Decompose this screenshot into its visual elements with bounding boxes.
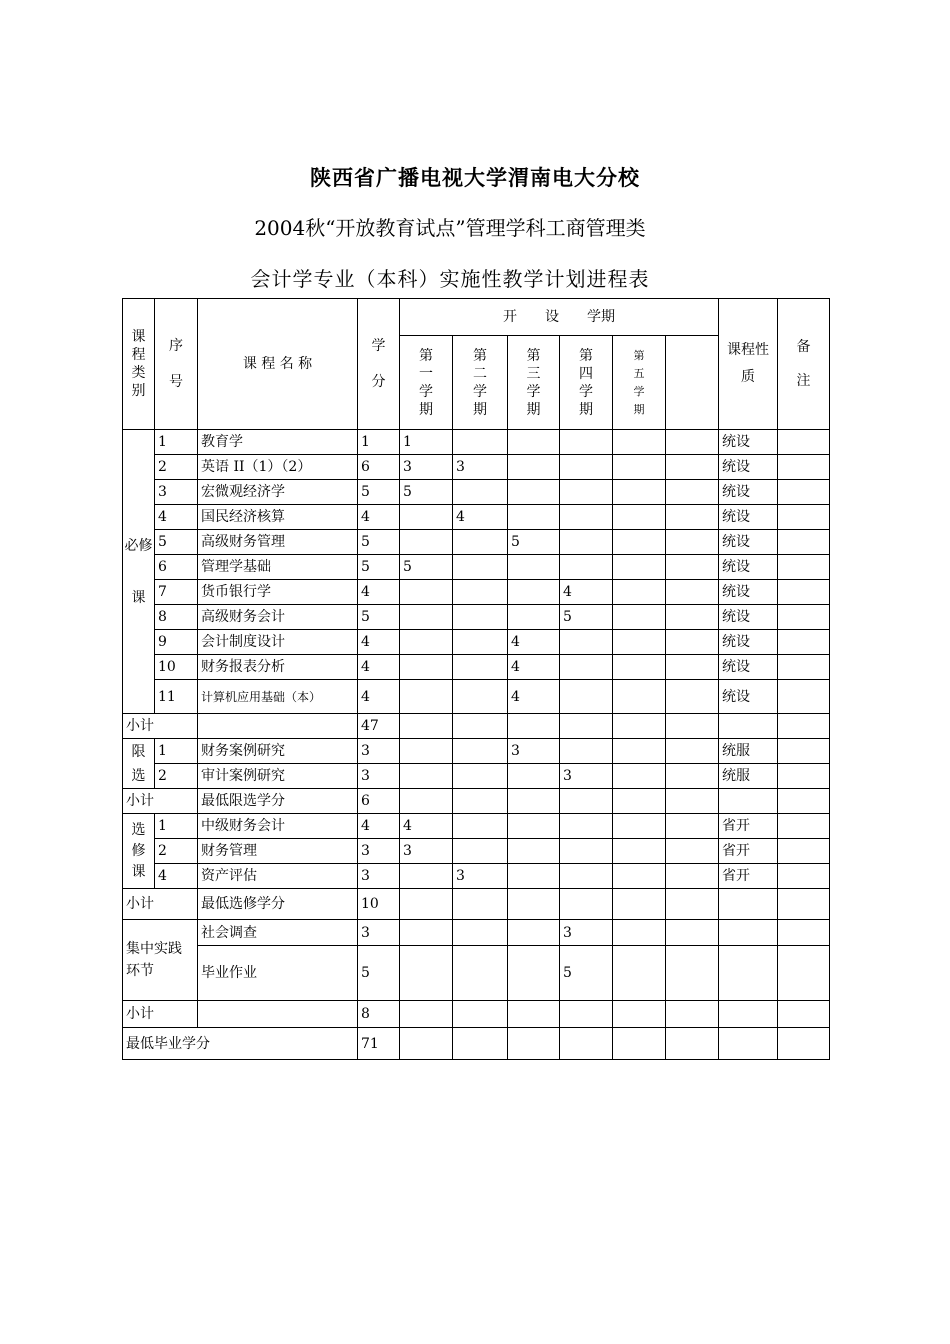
course-name-cell: 国民经济核算 xyxy=(198,505,358,530)
credit-cell: 3 xyxy=(358,739,400,764)
remark-cell xyxy=(778,455,830,480)
school-title: 陕西省广播电视大学渭南电大分校 xyxy=(310,165,640,190)
table-row xyxy=(123,505,830,530)
sem1-cell: 1 xyxy=(400,430,453,455)
sem-blank-cell xyxy=(666,580,719,605)
table-row xyxy=(123,814,830,839)
nature-cell: 省开 xyxy=(719,839,778,864)
table-row xyxy=(123,680,830,714)
sem3-cell xyxy=(508,480,560,505)
sem1-cell: 4 xyxy=(400,814,453,839)
remark-cell xyxy=(778,505,830,530)
sem4-cell: 4 xyxy=(560,580,613,605)
sem-blank-cell xyxy=(666,680,719,714)
nature-cell: 统设 xyxy=(719,655,778,680)
sem3-cell xyxy=(508,764,560,789)
sem3-cell: 4 xyxy=(508,655,560,680)
nature-cell: 统设 xyxy=(719,605,778,630)
nature-cell: 统设 xyxy=(719,630,778,655)
sem1-cell xyxy=(400,580,453,605)
sem4-cell xyxy=(560,739,613,764)
subtotal-label: 小计 xyxy=(123,714,198,739)
sem3-cell xyxy=(508,455,560,480)
sem5-cell xyxy=(613,864,666,889)
sem2-cell xyxy=(453,814,508,839)
sem5-cell xyxy=(613,680,666,714)
course-name-cell: 财务报表分析 xyxy=(198,655,358,680)
sem1-cell xyxy=(400,920,453,946)
table-row xyxy=(123,430,830,455)
remark-cell xyxy=(778,530,830,555)
seq-cell: 11 xyxy=(155,680,198,714)
subtotal-value: 8 xyxy=(358,1001,400,1028)
sem5-cell xyxy=(613,839,666,864)
sem-blank-cell xyxy=(666,739,719,764)
sem3-cell xyxy=(508,864,560,889)
course-name-cell: 英语 II（1）（2） xyxy=(198,455,358,480)
table-row xyxy=(123,946,830,1001)
sem-blank-cell xyxy=(666,946,719,1001)
credit-cell: 3 xyxy=(358,839,400,864)
sem-blank-cell xyxy=(666,530,719,555)
total-value: 71 xyxy=(358,1028,400,1060)
sem-blank-cell xyxy=(666,920,719,946)
credit-cell: 5 xyxy=(358,530,400,555)
sem1-cell xyxy=(400,655,453,680)
category-elective: 选修课 xyxy=(123,814,155,889)
sem4-cell xyxy=(560,530,613,555)
sem-blank-cell xyxy=(666,505,719,530)
header-sem2: 第二学期 xyxy=(453,336,508,430)
table-row xyxy=(123,555,830,580)
sem2-cell xyxy=(453,430,508,455)
subtotal-row xyxy=(123,789,830,814)
course-name-cell: 毕业作业 xyxy=(198,946,358,1001)
subtotal-value: 6 xyxy=(358,789,400,814)
sem5-cell xyxy=(613,455,666,480)
sem-blank-cell xyxy=(666,839,719,864)
sem1-cell xyxy=(400,864,453,889)
subtotal-value: 10 xyxy=(358,889,400,920)
sem1-cell xyxy=(400,630,453,655)
category-required xyxy=(123,430,155,714)
program-title: 2004秋“开放教育试点”管理学科工商管理类 xyxy=(254,216,646,240)
sem-blank-cell xyxy=(666,764,719,789)
sem4-cell xyxy=(560,655,613,680)
seq-cell: 4 xyxy=(155,864,198,889)
nature-cell: 统设 xyxy=(719,505,778,530)
nature-cell: 省开 xyxy=(719,864,778,889)
subtotal-name: 最低限选学分 xyxy=(198,789,358,814)
sem2-cell: 4 xyxy=(453,505,508,530)
sem2-cell xyxy=(453,480,508,505)
sem4-cell: 5 xyxy=(560,605,613,630)
sem3-cell xyxy=(508,430,560,455)
nature-cell: 统服 xyxy=(719,764,778,789)
sem2-cell xyxy=(453,605,508,630)
header-remark-bottom: 注 xyxy=(796,373,811,389)
credit-cell: 3 xyxy=(358,920,400,946)
seq-cell: 2 xyxy=(155,455,198,480)
sem3-cell: 4 xyxy=(508,630,560,655)
subtotal-row xyxy=(123,714,830,739)
table-row xyxy=(123,530,830,555)
subtotal-name xyxy=(198,1001,358,1028)
course-name-cell: 中级财务会计 xyxy=(198,814,358,839)
seq-cell: 2 xyxy=(155,839,198,864)
credit-cell: 4 xyxy=(358,655,400,680)
sem2-cell xyxy=(453,530,508,555)
subtotal-value: 47 xyxy=(358,714,400,739)
sem3-cell xyxy=(508,555,560,580)
remark-cell xyxy=(778,864,830,889)
remark-cell xyxy=(778,480,830,505)
seq-cell: 3 xyxy=(155,480,198,505)
seq-cell: 1 xyxy=(155,814,198,839)
remark-cell xyxy=(778,605,830,630)
subtotal-row xyxy=(123,1001,830,1028)
credit-cell: 4 xyxy=(358,814,400,839)
header-seq-top: 序 xyxy=(169,338,183,354)
subtotal-row xyxy=(123,889,830,920)
sem4-cell xyxy=(560,680,613,714)
remark-cell xyxy=(778,839,830,864)
credit-cell: 5 xyxy=(358,605,400,630)
header-category: 课程类别 xyxy=(123,299,155,430)
credit-cell: 5 xyxy=(358,480,400,505)
header-seq-bottom: 号 xyxy=(169,374,183,390)
sem3-cell xyxy=(508,814,560,839)
course-name-cell: 审计案例研究 xyxy=(198,764,358,789)
nature-cell xyxy=(719,920,778,946)
seq-cell: 7 xyxy=(155,580,198,605)
nature-cell xyxy=(719,946,778,1001)
seq-cell: 9 xyxy=(155,630,198,655)
sem1-cell xyxy=(400,739,453,764)
sem1-cell xyxy=(400,764,453,789)
header-row-1 xyxy=(123,299,830,336)
sem2-cell xyxy=(453,680,508,714)
course-name-cell: 财务案例研究 xyxy=(198,739,358,764)
subtotal-label: 小计 xyxy=(123,889,198,920)
nature-cell: 统服 xyxy=(719,739,778,764)
sem2-cell: 3 xyxy=(453,455,508,480)
remark-cell xyxy=(778,580,830,605)
sem5-cell xyxy=(613,480,666,505)
remark-cell xyxy=(778,920,830,946)
sem5-cell xyxy=(613,814,666,839)
credit-cell: 5 xyxy=(358,946,400,1001)
seq-cell: 2 xyxy=(155,764,198,789)
course-name-cell: 宏微观经济学 xyxy=(198,480,358,505)
credit-cell: 4 xyxy=(358,505,400,530)
course-name-cell: 财务管理 xyxy=(198,839,358,864)
nature-cell: 统设 xyxy=(719,455,778,480)
category-limited: 限选 xyxy=(123,739,155,789)
table-row xyxy=(123,655,830,680)
course-name-cell: 社会调查 xyxy=(198,920,358,946)
sem5-cell xyxy=(613,946,666,1001)
header-credit-top: 学 xyxy=(371,338,386,354)
remark-cell xyxy=(778,739,830,764)
remark-cell xyxy=(778,814,830,839)
sem3-cell xyxy=(508,946,560,1001)
table-row xyxy=(123,920,830,946)
sem2-cell: 3 xyxy=(453,864,508,889)
sem2-cell xyxy=(453,630,508,655)
sem3-cell xyxy=(508,605,560,630)
nature-cell: 统设 xyxy=(719,480,778,505)
sem-blank-cell xyxy=(666,864,719,889)
sem5-cell xyxy=(613,920,666,946)
sem1-cell xyxy=(400,680,453,714)
sem-blank-cell xyxy=(666,605,719,630)
total-label: 最低毕业学分 xyxy=(123,1028,358,1060)
nature-cell: 统设 xyxy=(719,555,778,580)
total-row xyxy=(123,1028,830,1060)
sem5-cell xyxy=(613,530,666,555)
nature-cell: 统设 xyxy=(719,580,778,605)
remark-cell xyxy=(778,655,830,680)
nature-cell: 省开 xyxy=(719,814,778,839)
course-name-cell: 计算机应用基础（本） xyxy=(198,680,358,714)
header-credit xyxy=(358,299,400,430)
sem4-cell: 3 xyxy=(560,920,613,946)
header-sem3: 第三学期 xyxy=(508,336,560,430)
sem-blank-cell xyxy=(666,555,719,580)
credit-cell: 4 xyxy=(358,680,400,714)
sem-blank-cell xyxy=(666,480,719,505)
sem5-cell xyxy=(613,655,666,680)
sem1-cell xyxy=(400,505,453,530)
seq-cell: 1 xyxy=(155,430,198,455)
sem2-cell xyxy=(453,764,508,789)
sem3-cell: 3 xyxy=(508,739,560,764)
sem3-cell: 4 xyxy=(508,680,560,714)
nature-cell: 统设 xyxy=(719,430,778,455)
remark-cell xyxy=(778,764,830,789)
credit-cell: 4 xyxy=(358,580,400,605)
sem4-cell xyxy=(560,839,613,864)
credit-cell: 1 xyxy=(358,430,400,455)
sem2-cell xyxy=(453,739,508,764)
sem2-cell xyxy=(453,580,508,605)
course-name-cell: 管理学基础 xyxy=(198,555,358,580)
sem-blank-cell xyxy=(666,630,719,655)
sem4-cell: 3 xyxy=(560,764,613,789)
sem5-cell xyxy=(613,580,666,605)
subtotal-label: 小计 xyxy=(123,1001,198,1028)
sem3-cell xyxy=(508,839,560,864)
credit-cell: 6 xyxy=(358,455,400,480)
header-sem4: 第四学期 xyxy=(560,336,613,430)
sem4-cell xyxy=(560,455,613,480)
course-name-cell: 高级财务会计 xyxy=(198,605,358,630)
sem5-cell xyxy=(613,605,666,630)
table-row xyxy=(123,480,830,505)
sem3-cell xyxy=(508,920,560,946)
nature-cell: 统设 xyxy=(719,680,778,714)
sem1-cell: 3 xyxy=(400,455,453,480)
table-row xyxy=(123,864,830,889)
sem1-cell xyxy=(400,946,453,1001)
header-seq xyxy=(155,299,198,430)
sem-blank-cell xyxy=(666,430,719,455)
sem2-cell xyxy=(453,946,508,1001)
sem5-cell xyxy=(613,630,666,655)
sem4-cell: 5 xyxy=(560,946,613,1001)
sem1-cell: 5 xyxy=(400,480,453,505)
sem4-cell xyxy=(560,480,613,505)
table-row xyxy=(123,455,830,480)
sem1-cell xyxy=(400,530,453,555)
category-required-label: 必修课 xyxy=(124,537,153,606)
course-name-cell: 资产评估 xyxy=(198,864,358,889)
header-credit-bottom: 分 xyxy=(371,374,386,390)
sem-blank-cell xyxy=(666,655,719,680)
remark-cell xyxy=(778,555,830,580)
sem3-cell xyxy=(508,580,560,605)
subtotal-label: 小计 xyxy=(123,789,198,814)
subtotal-name xyxy=(198,714,358,739)
sem4-cell xyxy=(560,630,613,655)
sem1-cell xyxy=(400,605,453,630)
sem4-cell xyxy=(560,864,613,889)
remark-cell xyxy=(778,946,830,1001)
header-nature: 课程性质 xyxy=(719,299,778,430)
sem5-cell xyxy=(613,505,666,530)
sem4-cell xyxy=(560,555,613,580)
table-row xyxy=(123,839,830,864)
sem1-cell: 5 xyxy=(400,555,453,580)
sem5-cell xyxy=(613,739,666,764)
remark-cell xyxy=(778,430,830,455)
seq-cell: 6 xyxy=(155,555,198,580)
course-name-cell: 高级财务管理 xyxy=(198,530,358,555)
sem3-cell: 5 xyxy=(508,530,560,555)
course-name-cell: 会计制度设计 xyxy=(198,630,358,655)
sem-blank-cell xyxy=(666,814,719,839)
category-practice: 集中实践环节 xyxy=(123,920,198,1001)
seq-cell: 1 xyxy=(155,739,198,764)
header-sem1: 第一学期 xyxy=(400,336,453,430)
sem4-cell xyxy=(560,430,613,455)
teaching-plan-table xyxy=(122,298,830,1060)
header-remark-top: 备 xyxy=(796,339,811,355)
sem3-cell xyxy=(508,505,560,530)
subtotal-name: 最低选修学分 xyxy=(198,889,358,920)
sem-blank-cell xyxy=(666,455,719,480)
seq-cell: 8 xyxy=(155,605,198,630)
credit-cell: 3 xyxy=(358,764,400,789)
sem5-cell xyxy=(613,764,666,789)
sem4-cell xyxy=(560,505,613,530)
sem2-cell xyxy=(453,920,508,946)
nature-cell: 统设 xyxy=(719,530,778,555)
sem5-cell xyxy=(613,555,666,580)
header-remark xyxy=(778,299,830,430)
seq-cell: 10 xyxy=(155,655,198,680)
table-row xyxy=(123,764,830,789)
sem1-cell: 3 xyxy=(400,839,453,864)
sem2-cell xyxy=(453,839,508,864)
sem2-cell xyxy=(453,655,508,680)
course-name-cell: 货币银行学 xyxy=(198,580,358,605)
header-sem-blank xyxy=(666,336,719,430)
remark-cell xyxy=(778,680,830,714)
header-sem5: 第五学期 xyxy=(613,336,666,430)
seq-cell: 4 xyxy=(155,505,198,530)
credit-cell: 3 xyxy=(358,864,400,889)
table-row xyxy=(123,605,830,630)
sem5-cell xyxy=(613,430,666,455)
sem2-cell xyxy=(453,555,508,580)
credit-cell: 5 xyxy=(358,555,400,580)
remark-cell xyxy=(778,630,830,655)
header-semesters: 开 设 学期 xyxy=(400,299,719,336)
table-row xyxy=(123,739,830,764)
table-row xyxy=(123,580,830,605)
table-row xyxy=(123,630,830,655)
plan-title: 会计学专业（本科）实施性教学计划进程表 xyxy=(250,267,650,291)
course-name-cell: 教育学 xyxy=(198,430,358,455)
header-course-name: 课 程 名 称 xyxy=(198,299,358,430)
seq-cell: 5 xyxy=(155,530,198,555)
credit-cell: 4 xyxy=(358,630,400,655)
sem4-cell xyxy=(560,814,613,839)
